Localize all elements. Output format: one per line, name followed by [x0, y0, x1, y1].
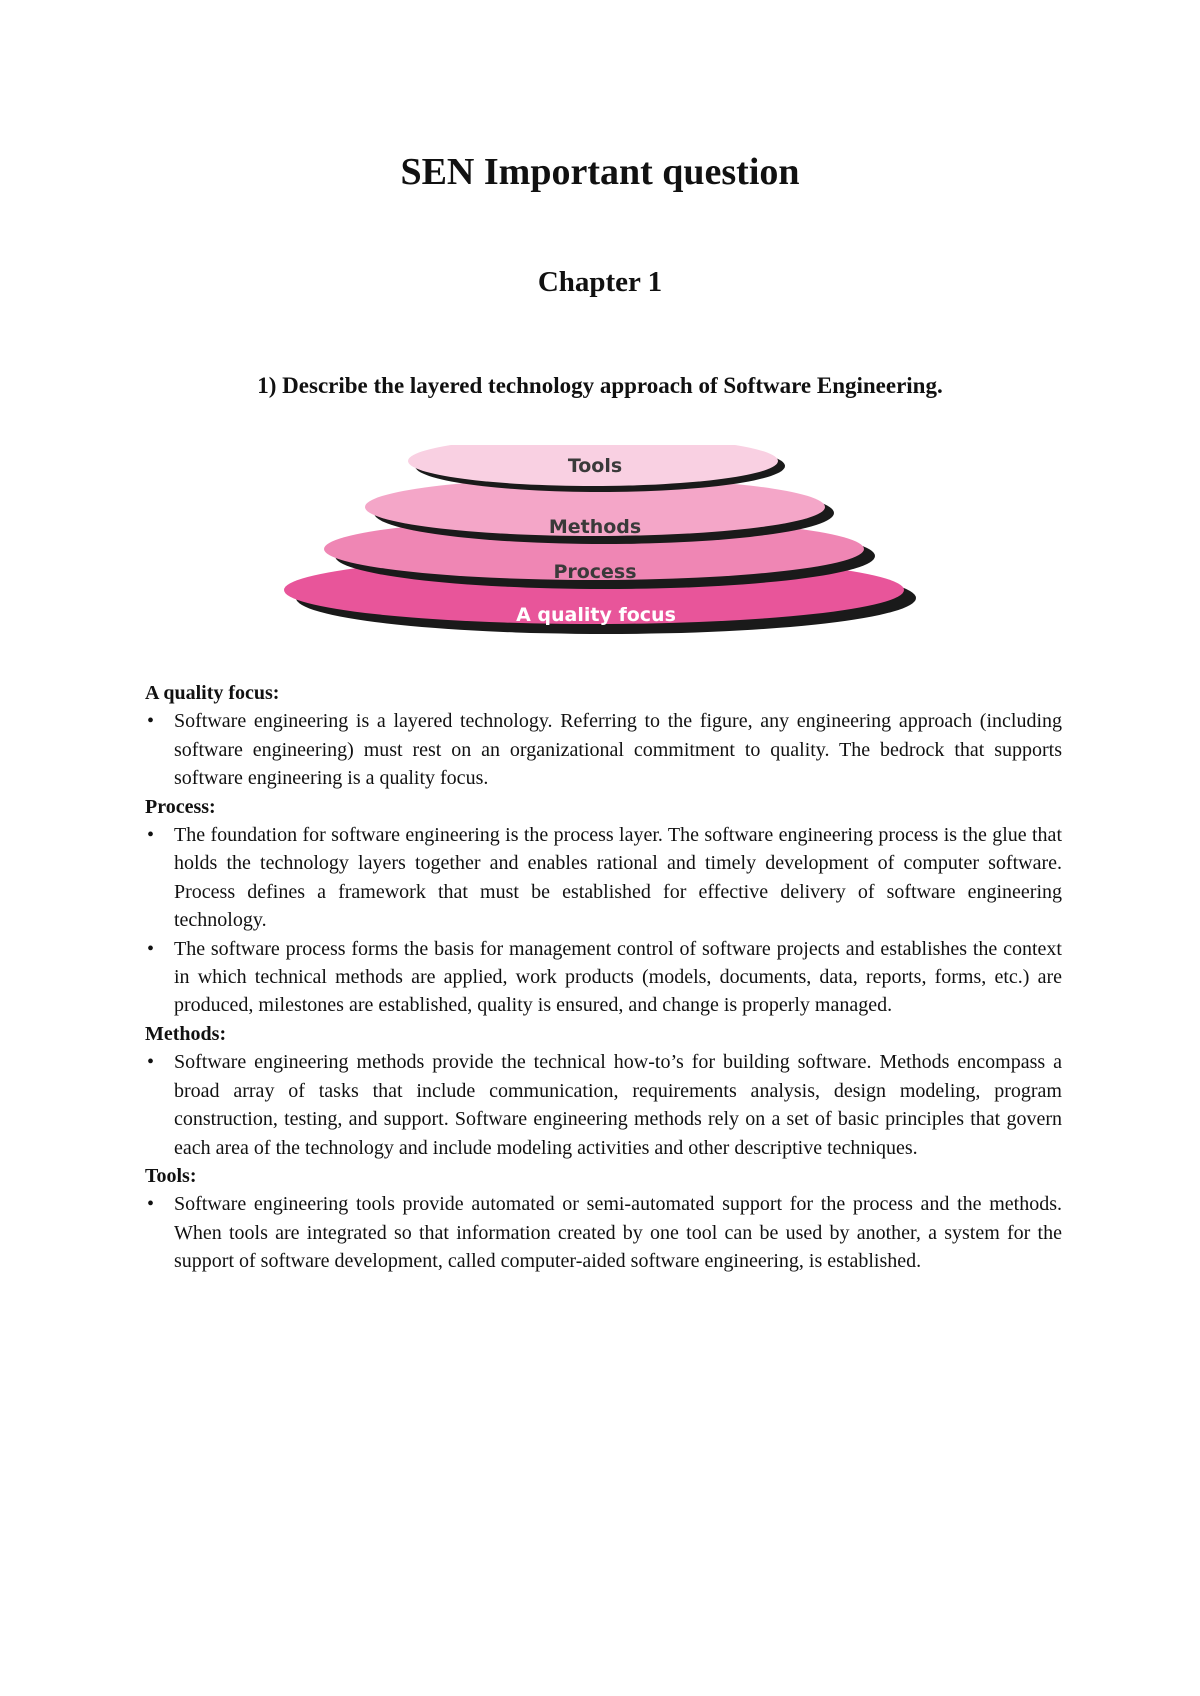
list-item: [145, 1048, 1062, 1162]
bullet-text: The software process forms the basis for management control of software projects and establishes the context in which technical methods are applied, work products (models, documents, data, reports, forms, etc.) are produced, milestones are established, quality is ensured, and change is properly managed.: [174, 937, 1062, 1017]
bullet-icon: •: [147, 1051, 155, 1074]
section-heading: Methods:: [145, 1022, 227, 1045]
bullet-icon: •: [147, 710, 155, 733]
bullet-list: [145, 821, 1062, 1020]
section-heading: Process:: [145, 795, 216, 818]
section-tools: [145, 1162, 1062, 1276]
question-heading: 1) Describe the layered technology approach of Software Engineering.: [257, 373, 943, 398]
section-heading: A quality focus:: [145, 682, 280, 704]
bullet-list: [145, 1048, 1062, 1162]
process-layer-label: Process: [553, 561, 637, 583]
bullet-text: Software engineering tools provide automated or semi-automated support for the process and the methods. When tools are integrated so that information created by one tool can be used by another, a system for the support of software development, called computer-aided software engineering, is established.: [174, 1193, 1062, 1273]
bullet-text: The foundation for software engineering is the process layer. The software engineering process is the glue that holds the technology layers together and enables rational and timely development of computer software. Process defines a framework that must be established for effective delivery of software engineering technology.: [174, 824, 1062, 932]
section-methods: [145, 1020, 1062, 1162]
section-process: [145, 793, 1062, 1020]
list-item: [145, 707, 1062, 792]
bullet-text: Software engineering methods provide the technical how-to’s for building software. Methods encompass a broad array of tasks that include communication, requirements analysis, design modeling, program construction, testing, and support. Software engineering methods rely on a set of basic principles that govern each area of the technology and include modeling activities and other descriptive techniques.: [174, 1051, 1062, 1159]
list-item: [145, 821, 1062, 935]
layered-technology-figure: [280, 445, 920, 645]
methods-layer-label: Methods: [548, 516, 642, 538]
tools-layer-label: Tools: [567, 455, 623, 477]
bullet-list: [145, 1190, 1062, 1275]
layer-stack-diagram: [280, 445, 920, 645]
chapter-heading: Chapter 1: [537, 266, 663, 298]
quality-focus-layer-label: A quality focus: [516, 604, 676, 626]
bullet-icon: •: [147, 937, 155, 960]
bullet-list: [145, 707, 1062, 792]
document-title: SEN Important question: [400, 151, 800, 193]
section-heading: Tools:: [145, 1164, 197, 1187]
list-item: [145, 935, 1062, 1020]
bullet-icon: •: [147, 824, 155, 847]
answer-content: [145, 679, 1062, 1276]
section-quality-focus: [145, 679, 1062, 793]
list-item: [145, 1190, 1062, 1275]
bullet-text: Software engineering is a layered technology. Referring to the figure, any engineering approach (including software engineering) must rest on an organizational commitment to quality. The bedrock that supports software engineering is a quality focus.: [174, 710, 1062, 790]
bullet-icon: •: [147, 1193, 155, 1216]
